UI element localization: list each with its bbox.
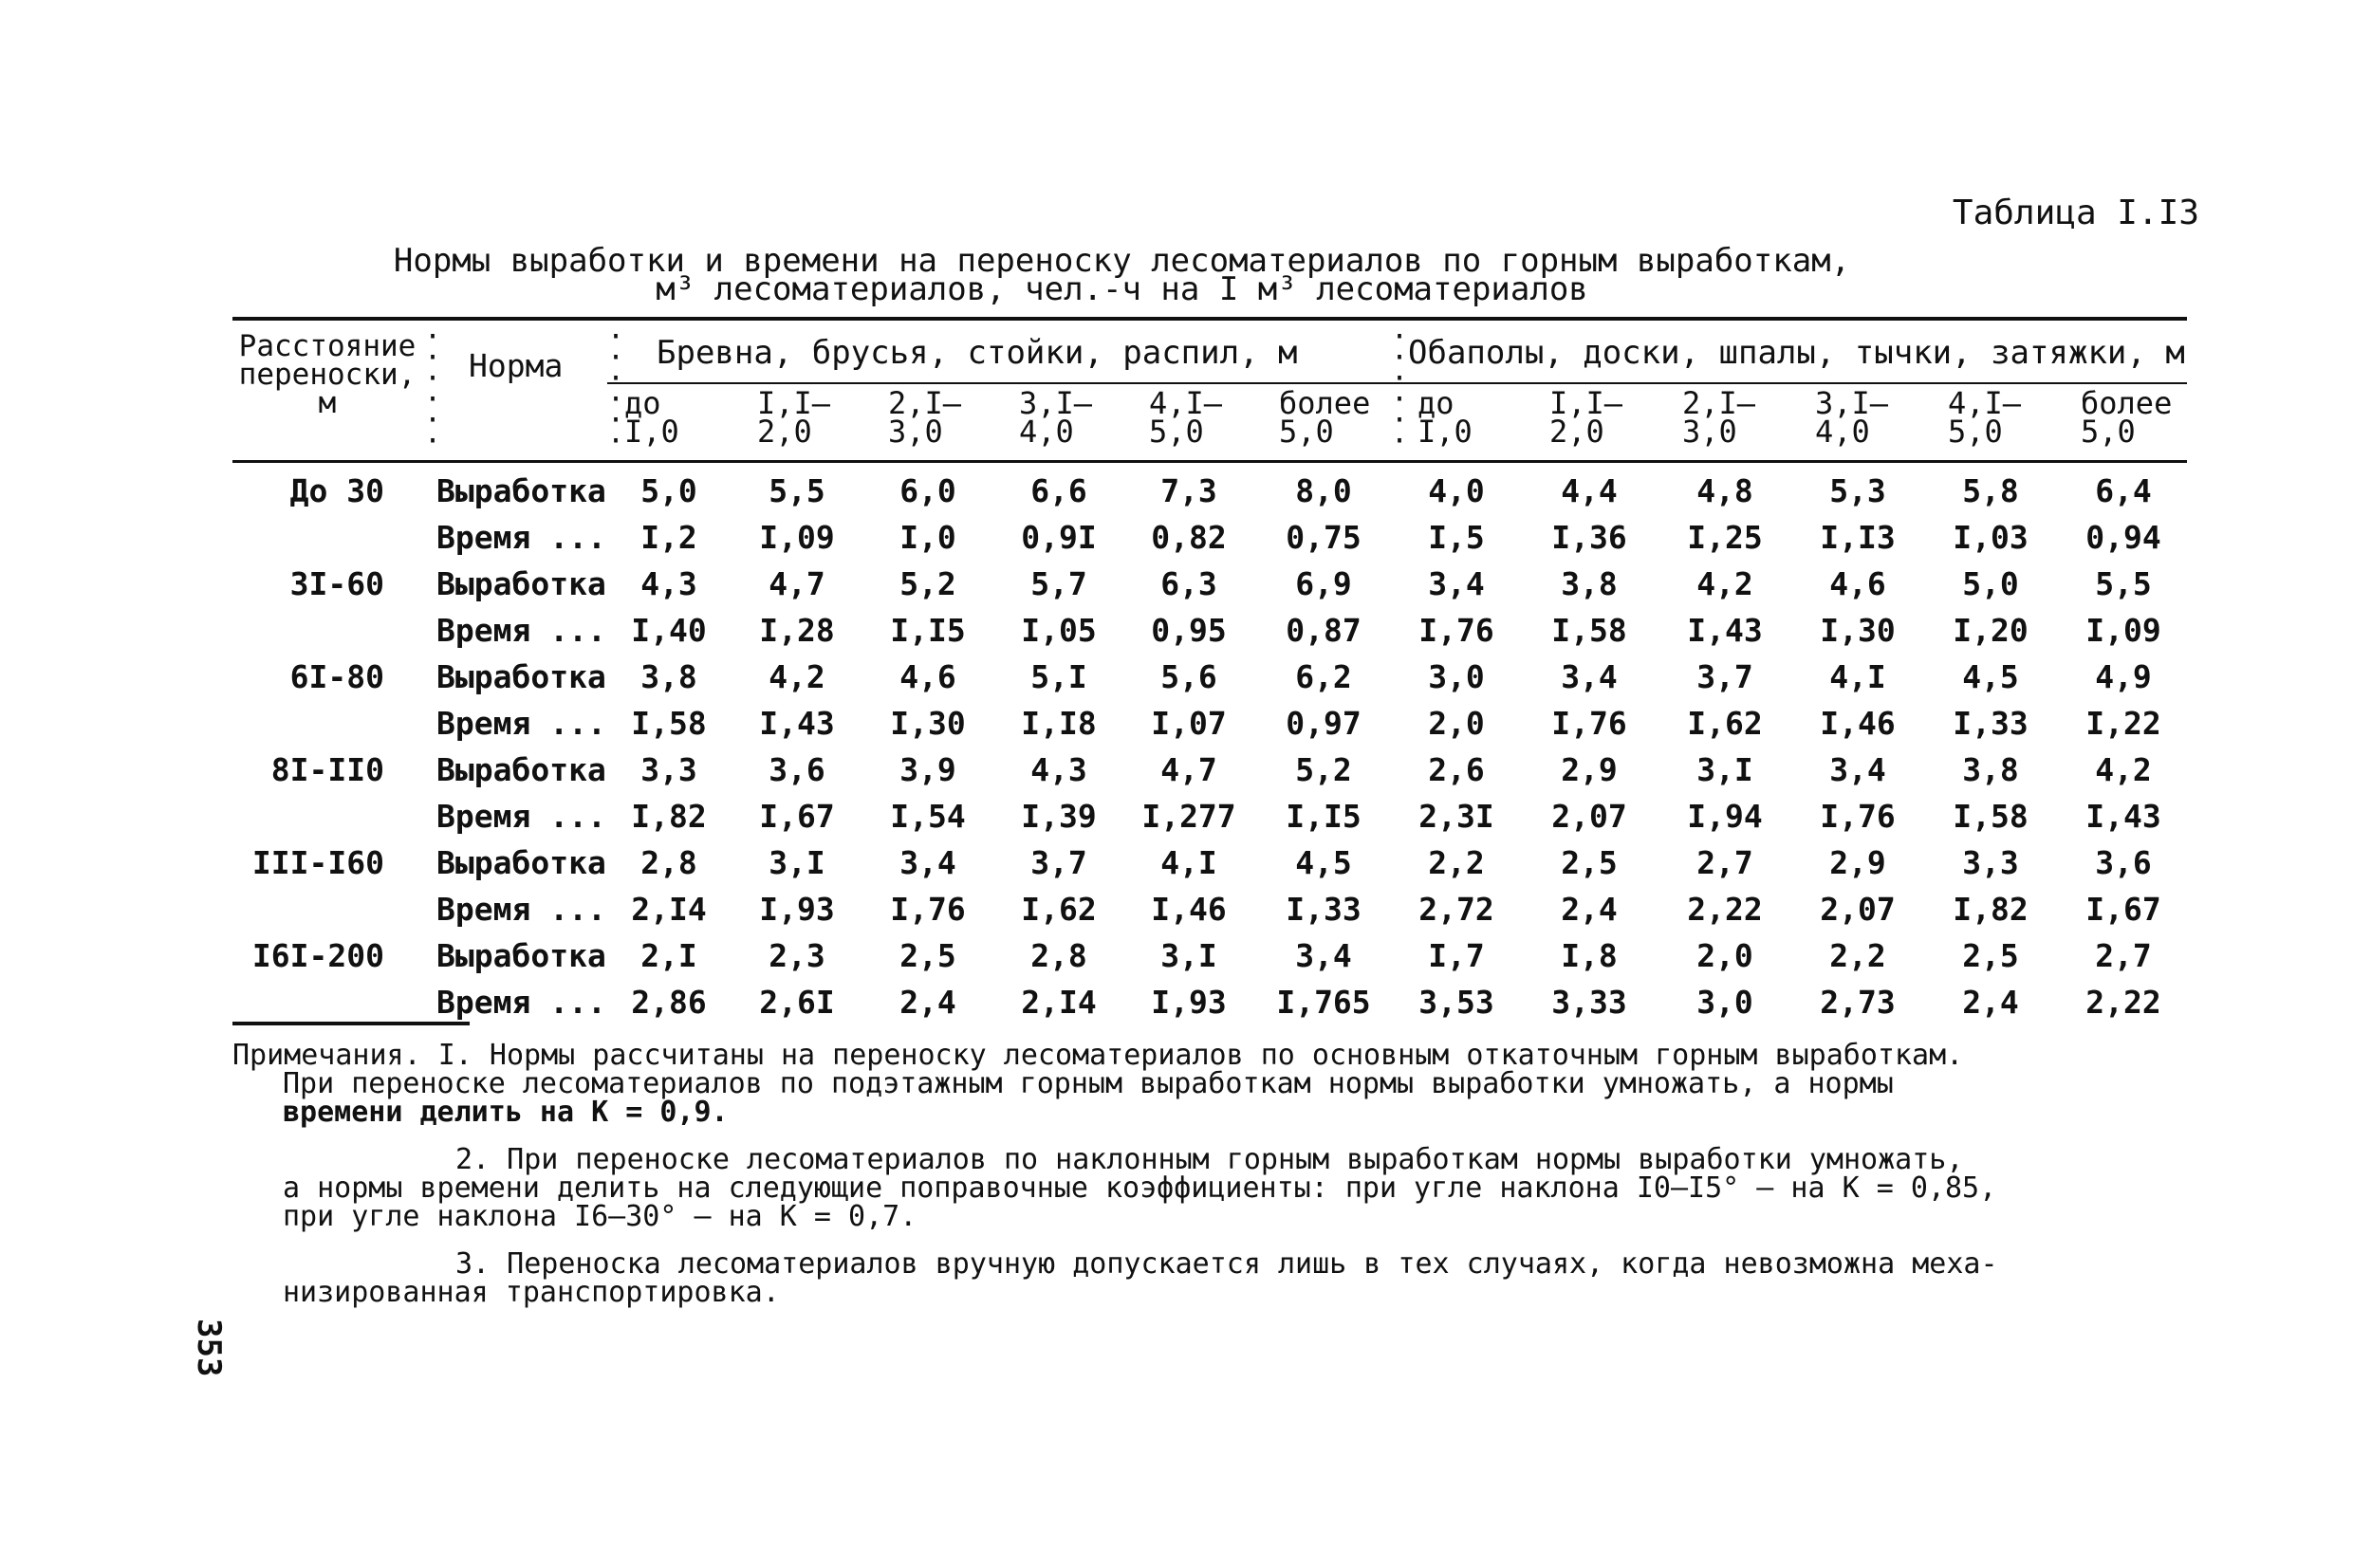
table-row (0, 932, 2353, 978)
cell-value: I,58 (1551, 612, 1627, 649)
cell-value: I,30 (890, 705, 966, 742)
header-group-boards: Обаполы, доски, шпалы, тычки, затяжки, м (1408, 334, 2185, 372)
cell-norm: Выработка (436, 751, 606, 788)
cell-value: I,33 (1953, 705, 2029, 742)
cell-value: I,93 (1151, 984, 1227, 1021)
cell-value: I,43 (759, 705, 835, 742)
note-2-line-1: 2. При переноске лесоматериалов по наклонным горным выработкам нормы выработки умножать, (455, 1143, 1964, 1176)
cell-value: 2,9 (1561, 751, 1618, 788)
table-row (0, 839, 2353, 885)
cell-distance: 8I-II0 (270, 751, 384, 788)
cell-value: 2,73 (1820, 984, 1896, 1021)
cell-value: I,39 (1021, 798, 1097, 835)
cell-value: I,43 (1687, 612, 1763, 649)
cell-value: 3,6 (2095, 844, 2152, 881)
cell-value: 4,2 (1696, 565, 1753, 602)
subheader-col-5: 4,I– 5,0 (1149, 385, 1223, 450)
cell-value: 7,3 (1160, 472, 1217, 509)
cell-value: 6,4 (2095, 472, 2152, 509)
header-norm: Норма (469, 347, 564, 384)
note-3-line-2: низированная транспортировка. (283, 1276, 780, 1309)
cell-value: I,93 (759, 891, 835, 928)
cell-value: 5,I (1030, 658, 1087, 695)
cell-distance: До 30 (289, 472, 384, 509)
cell-value: I,54 (890, 798, 966, 835)
cell-value: 4,8 (1696, 472, 1753, 509)
table-row (0, 467, 2353, 513)
note-2-line-2: а нормы времени делить на следующие поправочные коэффициенты: при угле наклона I0–I5° – на К = 0,85, (283, 1171, 1997, 1205)
cell-norm: Выработка (436, 565, 606, 602)
cell-value: 0,94 (2085, 519, 2161, 556)
cell-value: 2,0 (1428, 705, 1485, 742)
cell-value: 3,33 (1551, 984, 1627, 1021)
cell-value: I,09 (759, 519, 835, 556)
table-number: Таблица I.I3 (1952, 194, 2199, 232)
cell-value: 5,6 (1160, 658, 1217, 695)
cell-value: 4,7 (1160, 751, 1217, 788)
cell-value: 2,8 (1030, 937, 1087, 974)
header-separator-2: · · · · · · (607, 321, 625, 458)
cell-value: 2,86 (631, 984, 707, 1021)
subheader-col-10: 3,I– 4,0 (1815, 385, 1889, 450)
note-2-line-3: при угле наклона I6–30° – на К = 0,7. (283, 1200, 917, 1233)
cell-value: 2,4 (1962, 984, 2019, 1021)
cell-value: 4,5 (1295, 844, 1352, 881)
cell-value: I,36 (1551, 519, 1627, 556)
table-row (0, 978, 2353, 1024)
cell-value: 3,4 (1428, 565, 1485, 602)
cell-value: I,277 (1141, 798, 1236, 835)
cell-value: 4,0 (1428, 472, 1485, 509)
cell-value: 2,8 (640, 844, 697, 881)
cell-value: I,30 (1820, 612, 1896, 649)
cell-value: I,82 (631, 798, 707, 835)
cell-value: I,765 (1276, 984, 1371, 1021)
cell-value: 3,I (1160, 937, 1217, 974)
cell-value: I,94 (1687, 798, 1763, 835)
cell-value: I,I5 (1286, 798, 1362, 835)
subheader-col-7: до I,0 (1417, 385, 1473, 450)
cell-value: I,I3 (1820, 519, 1896, 556)
cell-value: 2,I (640, 937, 697, 974)
cell-value: 6,0 (899, 472, 956, 509)
cell-value: I,I8 (1021, 705, 1097, 742)
cell-value: I,82 (1953, 891, 2029, 928)
cell-value: I,40 (631, 612, 707, 649)
cell-distance: III-I60 (251, 844, 384, 881)
cell-value: I,09 (2085, 612, 2161, 649)
subheader-col-8: I,I– 2,0 (1549, 385, 1623, 450)
cell-value: 6,6 (1030, 472, 1087, 509)
cell-value: 3,8 (1962, 751, 2019, 788)
cell-value: 0,95 (1151, 612, 1227, 649)
cell-distance: 6I-80 (289, 658, 384, 695)
cell-value: 2,7 (1696, 844, 1753, 881)
cell-value: 6,3 (1160, 565, 1217, 602)
cell-value: 2,6 (1428, 751, 1485, 788)
cell-value: 4,3 (640, 565, 697, 602)
table-title-line-2: м³ лесоматериалов, чел.-ч на I м³ лесоматериалов (656, 270, 1588, 308)
subheader-col-2: I,I– 2,0 (757, 385, 831, 450)
note-3-line-1: 3. Переноска лесоматериалов вручную допускается лишь в тех случаях, когда невозможна меха- (455, 1247, 1998, 1281)
cell-value: 0,97 (1286, 705, 1362, 742)
cell-value: 3,3 (1962, 844, 2019, 881)
cell-value: 3,I (1696, 751, 1753, 788)
cell-value: 0,9I (1021, 519, 1097, 556)
cell-distance: I6I-200 (251, 937, 384, 974)
table-row (0, 606, 2353, 653)
cell-value: 5,8 (1962, 472, 2019, 509)
cell-value: I,5 (1428, 519, 1485, 556)
cell-value: 2,07 (1551, 798, 1627, 835)
cell-value: I,07 (1151, 705, 1227, 742)
cell-value: I,76 (1820, 798, 1896, 835)
table-row (0, 746, 2353, 792)
cell-value: I,46 (1820, 705, 1896, 742)
subheader-col-12: более 5,0 (2081, 385, 2173, 450)
cell-norm: Выработка (436, 472, 606, 509)
table-row (0, 792, 2353, 839)
cell-value: I,67 (2085, 891, 2161, 928)
header-separator-1: · · · · · · (424, 321, 442, 458)
cell-value: I,76 (890, 891, 966, 928)
page-number: 353 (190, 1319, 228, 1377)
cell-value: I,46 (1151, 891, 1227, 928)
cell-norm: Время ... (436, 612, 606, 649)
table-row (0, 885, 2353, 932)
cell-value: 2,3 (769, 937, 825, 974)
cell-norm: Выработка (436, 844, 606, 881)
header-separator-3: · · · · · · (1391, 321, 1409, 458)
cell-value: 2,0 (1696, 937, 1753, 974)
cell-value: I,62 (1687, 705, 1763, 742)
cell-value: 2,07 (1820, 891, 1896, 928)
cell-value: 4,6 (899, 658, 956, 695)
cell-norm: Время ... (436, 705, 606, 742)
cell-value: 3,8 (1561, 565, 1618, 602)
cell-norm: Время ... (436, 519, 606, 556)
cell-value: 5,3 (1829, 472, 1886, 509)
cell-value: I,7 (1428, 937, 1485, 974)
table-row (0, 653, 2353, 699)
subheader-col-4: 3,I– 4,0 (1019, 385, 1093, 450)
cell-value: 4,4 (1561, 472, 1618, 509)
cell-value: 4,I (1160, 844, 1217, 881)
cell-value: 3,4 (1561, 658, 1618, 695)
cell-value: 5,2 (899, 565, 956, 602)
cell-value: 0,87 (1286, 612, 1362, 649)
table-row (0, 560, 2353, 606)
cell-value: 2,5 (1561, 844, 1618, 881)
cell-norm: Время ... (436, 798, 606, 835)
cell-value: 2,I4 (631, 891, 707, 928)
cell-value: 3,4 (1829, 751, 1886, 788)
cell-value: I,20 (1953, 612, 2029, 649)
cell-value: 3,53 (1418, 984, 1494, 1021)
table-top-rule (232, 317, 2187, 321)
cell-value: 2,2 (1428, 844, 1485, 881)
cell-value: I,03 (1953, 519, 2029, 556)
cell-value: 4,6 (1829, 565, 1886, 602)
cell-value: 2,2 (1829, 937, 1886, 974)
cell-value: 5,0 (1962, 565, 2019, 602)
cell-distance: 3I-60 (289, 565, 384, 602)
cell-value: 2,5 (1962, 937, 2019, 974)
cell-value: I,25 (1687, 519, 1763, 556)
cell-value: 3,7 (1696, 658, 1753, 695)
note-1-line-1: Примечания. I. Нормы рассчитаны на переноску лесоматериалов по основным откаточным горным выработкам. (232, 1039, 1964, 1072)
cell-value: 2,7 (2095, 937, 2152, 974)
cell-value: 5,7 (1030, 565, 1087, 602)
subheader-col-9: 2,I– 3,0 (1682, 385, 1756, 450)
cell-value: 2,4 (1561, 891, 1618, 928)
cell-value: 3,7 (1030, 844, 1087, 881)
cell-value: I,62 (1021, 891, 1097, 928)
cell-value: 3,3 (640, 751, 697, 788)
note-1-line-2: При переноске лесоматериалов по подэтажным горным выработкам нормы выработки умножать, а нормы (283, 1067, 1894, 1100)
cell-value: I,58 (631, 705, 707, 742)
cell-value: 3,I (769, 844, 825, 881)
cell-norm: Время ... (436, 891, 606, 928)
cell-value: 3,4 (1295, 937, 1352, 974)
cell-value: 5,5 (2095, 565, 2152, 602)
cell-value: I,8 (1561, 937, 1618, 974)
subheader-col-6: более 5,0 (1279, 385, 1371, 450)
cell-value: 4,3 (1030, 751, 1087, 788)
cell-value: I,05 (1021, 612, 1097, 649)
cell-value: I,67 (759, 798, 835, 835)
cell-value: 3,9 (899, 751, 956, 788)
cell-value: 2,4 (899, 984, 956, 1021)
cell-value: I,33 (1286, 891, 1362, 928)
cell-value: 5,0 (640, 472, 697, 509)
cell-value: I,58 (1953, 798, 2029, 835)
cell-value: I,76 (1418, 612, 1494, 649)
subheader-col-1: до I,0 (624, 385, 679, 450)
cell-value: 4,7 (769, 565, 825, 602)
table-row (0, 513, 2353, 560)
cell-value: 8,0 (1295, 472, 1352, 509)
cell-value: 3,0 (1428, 658, 1485, 695)
note-1-line-3: времени делить на К = 0,9. (283, 1096, 729, 1129)
cell-value: 4,2 (769, 658, 825, 695)
cell-value: 3,4 (899, 844, 956, 881)
cell-value: 2,72 (1418, 891, 1494, 928)
cell-value: 2,I4 (1021, 984, 1097, 1021)
cell-value: 2,9 (1829, 844, 1886, 881)
header-distance: Расстояние переноски, м (238, 329, 417, 420)
cell-value: 2,5 (899, 937, 956, 974)
table-row (0, 699, 2353, 746)
cell-value: I,I5 (890, 612, 966, 649)
cell-value: I,22 (2085, 705, 2161, 742)
cell-value: 3,0 (1696, 984, 1753, 1021)
cell-value: I,43 (2085, 798, 2161, 835)
subheader-col-3: 2,I– 3,0 (888, 385, 962, 450)
cell-value: 5,2 (1295, 751, 1352, 788)
table-header-bottom-rule (232, 460, 2187, 463)
cell-value: 2,22 (1687, 891, 1763, 928)
cell-value: I,2 (640, 519, 697, 556)
cell-value: 0,75 (1286, 519, 1362, 556)
table-title-line-1: Нормы выработки и времени на переноску лесоматериалов по горным выработкам, (393, 242, 1851, 280)
header-group-logs: Бревна, брусья, стойки, распил, м (657, 334, 1298, 372)
subheader-col-11: 4,I– 5,0 (1948, 385, 2022, 450)
cell-value: 6,2 (1295, 658, 1352, 695)
cell-value: 6,9 (1295, 565, 1352, 602)
cell-value: 4,I (1829, 658, 1886, 695)
cell-value: I,0 (899, 519, 956, 556)
cell-value: 5,5 (769, 472, 825, 509)
cell-value: 2,6I (759, 984, 835, 1021)
cell-norm: Время ... (436, 984, 606, 1021)
cell-value: 0,82 (1151, 519, 1227, 556)
cell-value: 2,3I (1418, 798, 1494, 835)
cell-value: 4,9 (2095, 658, 2152, 695)
cell-value: 4,5 (1962, 658, 2019, 695)
cell-norm: Выработка (436, 937, 606, 974)
cell-value: 3,6 (769, 751, 825, 788)
cell-value: 2,22 (2085, 984, 2161, 1021)
cell-value: I,76 (1551, 705, 1627, 742)
cell-value: 4,2 (2095, 751, 2152, 788)
cell-value: I,28 (759, 612, 835, 649)
cell-norm: Выработка (436, 658, 606, 695)
cell-value: 3,8 (640, 658, 697, 695)
